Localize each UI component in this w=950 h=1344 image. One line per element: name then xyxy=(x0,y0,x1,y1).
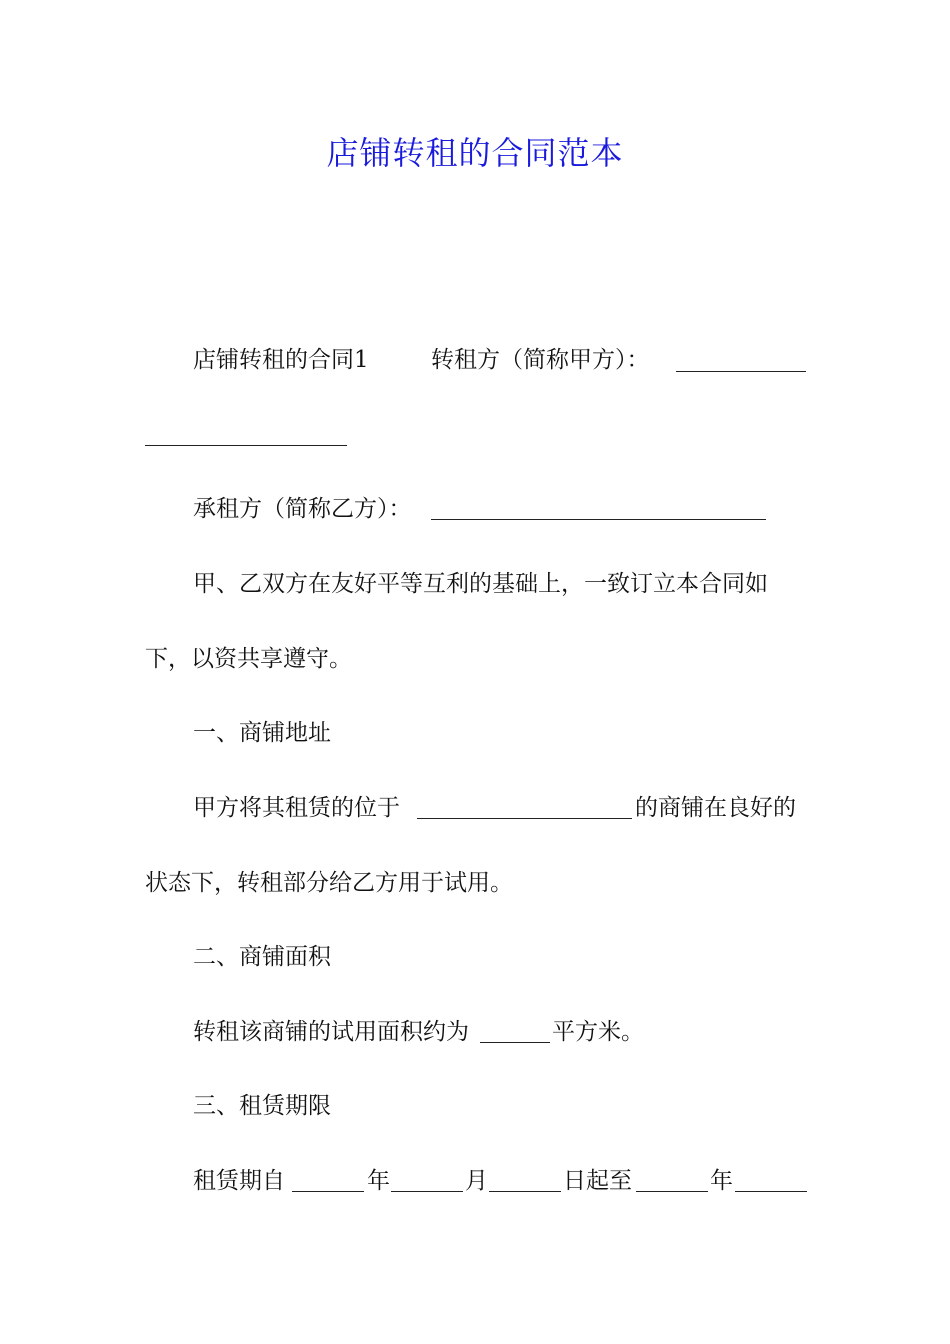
term-year2-label: 年 xyxy=(710,1168,733,1194)
contract-number-label: 店铺转租的合同1 xyxy=(193,347,369,373)
area-line-start: 转租该商铺的试用面积约为 xyxy=(193,1019,469,1045)
sublessor-blank xyxy=(676,350,806,372)
address-line1-end: 的商铺在良好的 xyxy=(635,795,796,821)
address-line1-start: 甲方将其租赁的位于 xyxy=(193,795,400,821)
section-title-area: 二、商铺面积 xyxy=(193,944,331,970)
intro-paragraph-line2: 下，以资共享遵守。 xyxy=(145,646,352,672)
lessee-label: 承租方（简称乙方）： xyxy=(193,496,412,522)
sublessor-line xyxy=(431,345,650,375)
area-line-end: 平方米。 xyxy=(552,1019,644,1045)
address-line2: 状态下，转租部分给乙方用于试用。 xyxy=(145,870,513,896)
term-month1-blank xyxy=(391,1170,463,1192)
term-month2-blank xyxy=(735,1170,807,1192)
term-day1-blank xyxy=(489,1170,561,1192)
term-year1-label: 年 xyxy=(367,1168,390,1194)
contract-heading-line xyxy=(193,345,369,375)
term-year1-blank xyxy=(292,1170,364,1192)
term-day1-label: 日起至 xyxy=(563,1168,632,1194)
sublessor-blank-continued xyxy=(145,424,347,446)
term-year2-blank xyxy=(636,1170,708,1192)
section-title-address: 一、商铺地址 xyxy=(193,720,331,746)
address-blank xyxy=(417,797,632,819)
section-title-term: 三、租赁期限 xyxy=(193,1093,331,1119)
sublessor-label: 转租方（简称甲方）： xyxy=(431,347,650,373)
document-title: 店铺转租的合同范本 xyxy=(326,134,624,172)
area-blank xyxy=(480,1021,550,1043)
lessee-line xyxy=(193,494,412,524)
lessee-blank xyxy=(431,498,766,520)
term-month1-label: 月 xyxy=(465,1168,488,1194)
term-label: 租赁期自 xyxy=(193,1168,285,1194)
intro-paragraph-line1: 甲、乙双方在友好平等互利的基础上，一致订立本合同如 xyxy=(193,571,768,597)
